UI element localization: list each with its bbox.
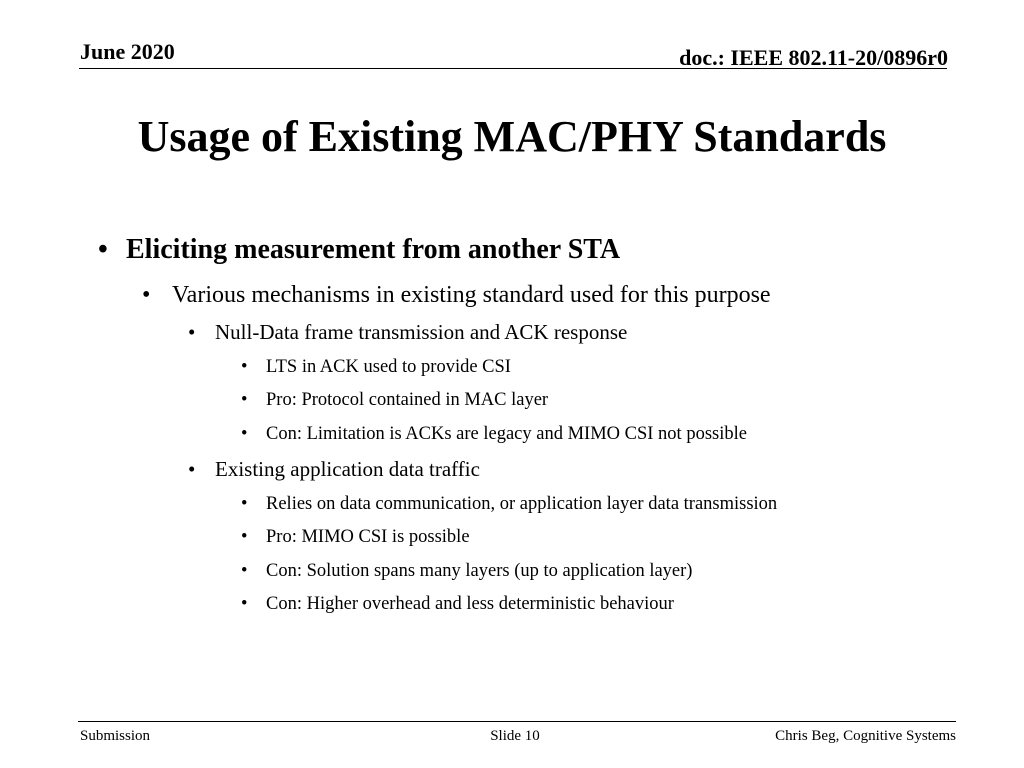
bullet-icon: • xyxy=(241,494,248,514)
bullet-text: Eliciting measurement from another STA xyxy=(126,234,621,265)
bullet-item xyxy=(241,390,549,410)
bullet-text: Null-Data frame transmission and ACK response xyxy=(215,320,628,344)
bullet-text: Pro: Protocol contained in MAC layer xyxy=(266,390,549,410)
slide-title: Usage of Existing MAC/PHY Standards xyxy=(137,112,887,161)
bullet-text: Con: Limitation is ACKs are legacy and MIMO CSI not possible xyxy=(266,424,747,444)
bullet-item xyxy=(241,357,511,377)
bullet-text: LTS in ACK used to provide CSI xyxy=(266,357,511,377)
footer-author: Chris Beg, Cognitive Systems xyxy=(775,728,956,744)
bullet-item xyxy=(241,561,693,581)
bullet-icon: • xyxy=(241,561,248,581)
bullet-item xyxy=(241,424,747,444)
bullet-text: Pro: MIMO CSI is possible xyxy=(266,527,470,547)
bullet-item xyxy=(188,457,480,481)
bullet-icon: • xyxy=(241,424,248,444)
footer-divider xyxy=(78,721,956,722)
bullet-icon: • xyxy=(241,527,248,547)
bullet-item xyxy=(188,320,628,344)
footer-submission: Submission xyxy=(80,728,151,744)
bullet-icon: • xyxy=(241,594,248,614)
bullet-text: Various mechanisms in existing standard used for this purpose xyxy=(172,282,771,308)
bullet-icon: • xyxy=(188,320,196,344)
bullet-item xyxy=(241,527,470,547)
bullet-item xyxy=(241,594,674,614)
bullet-icon: • xyxy=(98,234,108,265)
bullet-item xyxy=(241,494,778,514)
header-doc-id: doc.: IEEE 802.11-20/0896r0 xyxy=(679,45,948,70)
bullet-icon: • xyxy=(241,357,248,377)
bullet-item xyxy=(142,282,771,308)
header-date: June 2020 xyxy=(80,39,175,64)
bullet-icon: • xyxy=(241,390,248,410)
bullet-text: Con: Higher overhead and less deterministic behaviour xyxy=(266,594,674,614)
footer-slide-number: Slide 10 xyxy=(490,728,540,744)
bullet-icon: • xyxy=(142,282,151,308)
bullet-text: Relies on data communication, or application layer data transmission xyxy=(266,494,778,514)
bullet-text: Con: Solution spans many layers (up to application layer) xyxy=(266,561,693,581)
bullet-item xyxy=(98,234,621,265)
bullet-icon: • xyxy=(188,457,196,481)
bullet-text: Existing application data traffic xyxy=(215,457,480,481)
